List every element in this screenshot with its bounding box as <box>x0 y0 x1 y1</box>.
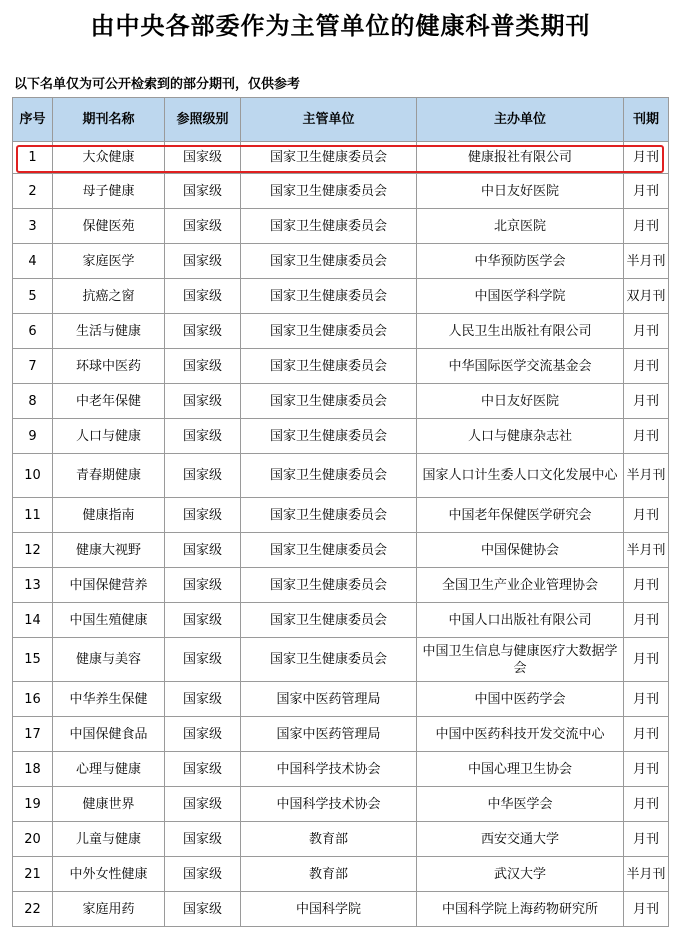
cell-no: 4 <box>13 244 53 279</box>
cell-no: 11 <box>13 498 53 533</box>
cell-name: 健康与美容 <box>53 638 165 682</box>
cell-sponsor: 健康报社有限公司 <box>417 142 624 174</box>
cell-level: 国家级 <box>165 174 241 209</box>
table-row <box>13 682 669 717</box>
table-row <box>13 752 669 787</box>
table-row <box>13 174 669 209</box>
cell-sponsor: 中国卫生信息与健康医疗大数据学会 <box>417 638 624 682</box>
cell-level: 国家级 <box>165 142 241 174</box>
cell-period: 月刊 <box>624 682 669 717</box>
table-row <box>13 857 669 892</box>
table-row <box>13 244 669 279</box>
cell-supervisor: 中国科学技术协会 <box>241 787 417 822</box>
cell-level: 国家级 <box>165 454 241 498</box>
cell-level: 国家级 <box>165 682 241 717</box>
cell-sponsor: 中国老年保健医学研究会 <box>417 498 624 533</box>
cell-no: 2 <box>13 174 53 209</box>
cell-no: 7 <box>13 349 53 384</box>
cell-level: 国家级 <box>165 787 241 822</box>
table-row <box>13 142 669 174</box>
cell-no: 5 <box>13 279 53 314</box>
cell-period: 月刊 <box>624 314 669 349</box>
cell-sponsor: 中华预防医学会 <box>417 244 624 279</box>
cell-no: 16 <box>13 682 53 717</box>
cell-name: 抗癌之窗 <box>53 279 165 314</box>
cell-period: 月刊 <box>624 174 669 209</box>
cell-supervisor: 国家卫生健康委员会 <box>241 533 417 568</box>
cell-level: 国家级 <box>165 822 241 857</box>
cell-no: 1 <box>13 142 53 174</box>
cell-level: 国家级 <box>165 638 241 682</box>
table-row <box>13 209 669 244</box>
cell-level: 国家级 <box>165 419 241 454</box>
cell-period: 月刊 <box>624 638 669 682</box>
cell-sponsor: 国家人口计生委人口文化发展中心 <box>417 454 624 498</box>
cell-name: 健康世界 <box>53 787 165 822</box>
cell-supervisor: 国家卫生健康委员会 <box>241 638 417 682</box>
cell-period: 月刊 <box>624 822 669 857</box>
cell-name: 中国保健营养 <box>53 568 165 603</box>
cell-sponsor: 中国心理卫生协会 <box>417 752 624 787</box>
cell-no: 6 <box>13 314 53 349</box>
cell-no: 17 <box>13 717 53 752</box>
col-header-no: 序号 <box>13 98 53 142</box>
col-header-name: 期刊名称 <box>53 98 165 142</box>
cell-name: 中国生殖健康 <box>53 603 165 638</box>
table-row <box>13 892 669 927</box>
cell-no: 19 <box>13 787 53 822</box>
cell-level: 国家级 <box>165 384 241 419</box>
table-row <box>13 314 669 349</box>
cell-name: 中外女性健康 <box>53 857 165 892</box>
page-title: 由中央各部委作为主管单位的健康科普类期刊 <box>90 12 591 40</box>
cell-period: 半月刊 <box>624 454 669 498</box>
cell-sponsor: 中国中医药科技开发交流中心 <box>417 717 624 752</box>
cell-no: 14 <box>13 603 53 638</box>
cell-name: 家庭用药 <box>53 892 165 927</box>
cell-period: 月刊 <box>624 384 669 419</box>
col-header-period: 刊期 <box>624 98 669 142</box>
cell-sponsor: 中日友好医院 <box>417 384 624 419</box>
cell-supervisor: 国家中医药管理局 <box>241 682 417 717</box>
cell-supervisor: 国家卫生健康委员会 <box>241 174 417 209</box>
cell-name: 中老年保健 <box>53 384 165 419</box>
cell-name: 生活与健康 <box>53 314 165 349</box>
cell-no: 21 <box>13 857 53 892</box>
cell-supervisor: 国家卫生健康委员会 <box>241 279 417 314</box>
cell-sponsor: 人口与健康杂志社 <box>417 419 624 454</box>
cell-no: 20 <box>13 822 53 857</box>
journal-table <box>12 97 669 927</box>
cell-no: 8 <box>13 384 53 419</box>
cell-period: 月刊 <box>624 142 669 174</box>
cell-period: 月刊 <box>624 209 669 244</box>
cell-level: 国家级 <box>165 603 241 638</box>
cell-supervisor: 国家卫生健康委员会 <box>241 209 417 244</box>
table-row <box>13 822 669 857</box>
cell-level: 国家级 <box>165 717 241 752</box>
cell-period: 月刊 <box>624 892 669 927</box>
cell-sponsor: 西安交通大学 <box>417 822 624 857</box>
cell-no: 15 <box>13 638 53 682</box>
cell-period: 月刊 <box>624 568 669 603</box>
cell-level: 国家级 <box>165 279 241 314</box>
cell-no: 10 <box>13 454 53 498</box>
cell-period: 月刊 <box>624 717 669 752</box>
cell-period: 月刊 <box>624 419 669 454</box>
cell-supervisor: 国家中医药管理局 <box>241 717 417 752</box>
cell-supervisor: 中国科学技术协会 <box>241 752 417 787</box>
cell-name: 心理与健康 <box>53 752 165 787</box>
cell-level: 国家级 <box>165 533 241 568</box>
cell-supervisor: 国家卫生健康委员会 <box>241 498 417 533</box>
table-row <box>13 638 669 682</box>
cell-name: 大众健康 <box>53 142 165 174</box>
cell-name: 健康大视野 <box>53 533 165 568</box>
cell-supervisor: 教育部 <box>241 822 417 857</box>
cell-period: 半月刊 <box>624 857 669 892</box>
table-body <box>13 142 669 927</box>
table-row <box>13 419 669 454</box>
cell-supervisor: 国家卫生健康委员会 <box>241 314 417 349</box>
cell-level: 国家级 <box>165 498 241 533</box>
table-header-row <box>13 98 669 142</box>
cell-period: 双月刊 <box>624 279 669 314</box>
cell-period: 月刊 <box>624 787 669 822</box>
table-row <box>13 717 669 752</box>
cell-name: 家庭医学 <box>53 244 165 279</box>
cell-name: 健康指南 <box>53 498 165 533</box>
cell-level: 国家级 <box>165 892 241 927</box>
cell-sponsor: 全国卫生产业企业管理协会 <box>417 568 624 603</box>
table-row <box>13 533 669 568</box>
table-row <box>13 349 669 384</box>
cell-sponsor: 中国保健协会 <box>417 533 624 568</box>
cell-supervisor: 国家卫生健康委员会 <box>241 142 417 174</box>
cell-period: 半月刊 <box>624 244 669 279</box>
cell-supervisor: 国家卫生健康委员会 <box>241 568 417 603</box>
cell-no: 12 <box>13 533 53 568</box>
table-row <box>13 498 669 533</box>
cell-name: 人口与健康 <box>53 419 165 454</box>
cell-level: 国家级 <box>165 568 241 603</box>
cell-sponsor: 中华医学会 <box>417 787 624 822</box>
cell-sponsor: 中华国际医学交流基金会 <box>417 349 624 384</box>
cell-sponsor: 北京医院 <box>417 209 624 244</box>
col-header-supervisor: 主管单位 <box>241 98 417 142</box>
cell-level: 国家级 <box>165 857 241 892</box>
col-header-level: 参照级别 <box>165 98 241 142</box>
cell-sponsor: 中国医学科学院 <box>417 279 624 314</box>
cell-no: 18 <box>13 752 53 787</box>
cell-supervisor: 国家卫生健康委员会 <box>241 349 417 384</box>
cell-name: 保健医苑 <box>53 209 165 244</box>
cell-supervisor: 中国科学院 <box>241 892 417 927</box>
cell-sponsor: 武汉大学 <box>417 857 624 892</box>
cell-supervisor: 国家卫生健康委员会 <box>241 384 417 419</box>
table-row <box>13 603 669 638</box>
table-row <box>13 454 669 498</box>
cell-no: 22 <box>13 892 53 927</box>
cell-no: 13 <box>13 568 53 603</box>
cell-sponsor: 中国科学院上海药物研究所 <box>417 892 624 927</box>
cell-period: 月刊 <box>624 752 669 787</box>
cell-level: 国家级 <box>165 244 241 279</box>
cell-name: 母子健康 <box>53 174 165 209</box>
table-row <box>13 568 669 603</box>
cell-name: 环球中医药 <box>53 349 165 384</box>
cell-level: 国家级 <box>165 752 241 787</box>
cell-period: 月刊 <box>624 603 669 638</box>
cell-supervisor: 教育部 <box>241 857 417 892</box>
cell-sponsor: 中国中医药学会 <box>417 682 624 717</box>
cell-no: 3 <box>13 209 53 244</box>
cell-supervisor: 国家卫生健康委员会 <box>241 419 417 454</box>
cell-supervisor: 国家卫生健康委员会 <box>241 603 417 638</box>
cell-name: 儿童与健康 <box>53 822 165 857</box>
cell-name: 中华养生保健 <box>53 682 165 717</box>
cell-supervisor: 国家卫生健康委员会 <box>241 454 417 498</box>
cell-level: 国家级 <box>165 349 241 384</box>
cell-sponsor: 中国人口出版社有限公司 <box>417 603 624 638</box>
cell-level: 国家级 <box>165 314 241 349</box>
table-row <box>13 384 669 419</box>
cell-supervisor: 国家卫生健康委员会 <box>241 244 417 279</box>
cell-period: 半月刊 <box>624 533 669 568</box>
cell-name: 中国保健食品 <box>53 717 165 752</box>
cell-name: 青春期健康 <box>53 454 165 498</box>
cell-level: 国家级 <box>165 209 241 244</box>
table-row <box>13 279 669 314</box>
cell-no: 9 <box>13 419 53 454</box>
cell-sponsor: 中日友好医院 <box>417 174 624 209</box>
page-subtitle: 以下名单仅为可公开检索到的部分期刊，仅供参考 <box>14 77 301 92</box>
col-header-sponsor: 主办单位 <box>417 98 624 142</box>
table-row <box>13 787 669 822</box>
cell-period: 月刊 <box>624 349 669 384</box>
cell-period: 月刊 <box>624 498 669 533</box>
cell-sponsor: 人民卫生出版社有限公司 <box>417 314 624 349</box>
